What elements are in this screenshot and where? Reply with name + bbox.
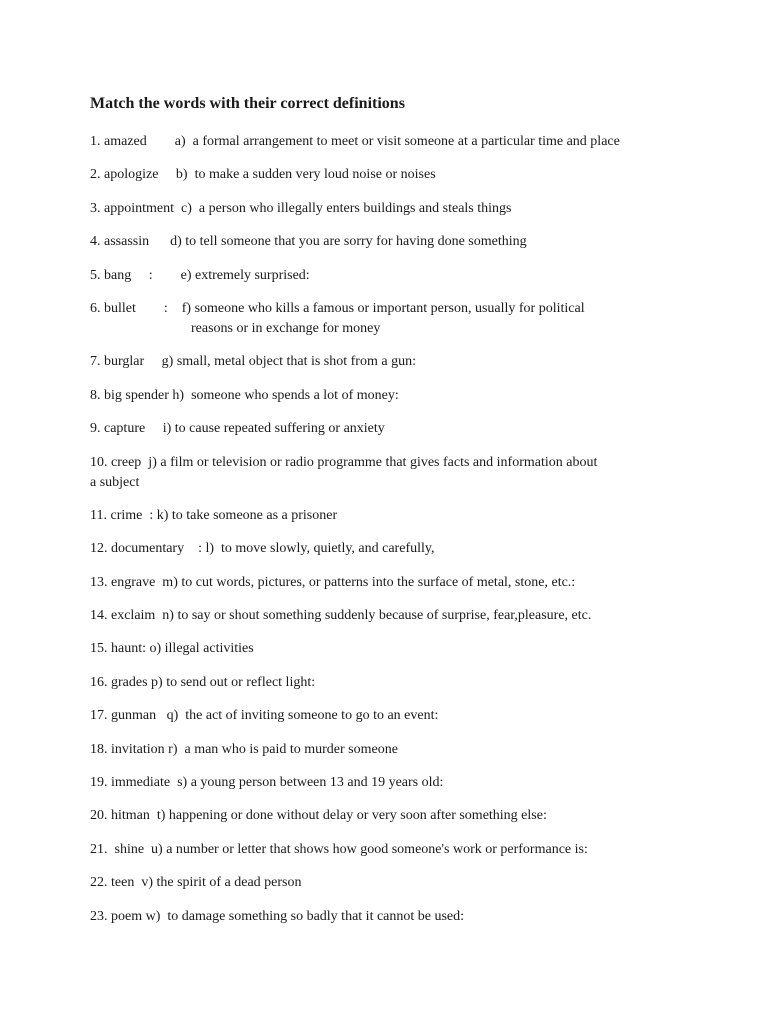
list-item [90,639,708,659]
page-title: Match the words with their correct definitions [90,95,405,112]
item-text: 19. immediate s) a young person between 13 and 19 years old: [90,775,444,791]
list-item [90,419,708,439]
item-text: 14. exclaim n) to say or shout something suddenly because of surprise, fear,pleasure, etc. [90,608,592,624]
list-item [90,165,708,185]
list-item [90,706,708,726]
list-item [90,352,708,372]
item-text: 5. bang : e) extremely surprised: [90,267,310,283]
item-continuation: a subject [90,474,140,490]
list-item [90,506,708,526]
list-item [90,673,708,693]
item-text: 22. teen v) the spirit of a dead person [90,875,302,891]
item-text: 13. engrave m) to cut words, pictures, or patterns into the surface of metal, stone, etc.: [90,574,576,590]
list-item [90,840,708,860]
item-text: 16. grades p) to send out or reflect light: [90,674,316,690]
item-text: 4. assassin d) to tell someone that you are sorry for having done something [90,234,527,250]
item-text: 20. hitman t) happening or done without delay or very soon after something else: [90,808,547,824]
item-text: 10. creep j) a film or television or radio programme that gives facts and information about [90,454,598,470]
list-item [90,539,708,559]
list-item [90,606,708,626]
item-text: 12. documentary : l) to move slowly, quietly, and carefully, [90,541,435,557]
list-item [90,232,708,252]
item-text: 3. appointment c) a person who illegally enters buildings and steals things [90,200,512,216]
list-item [90,132,708,152]
item-text: 7. burglar g) small, metal object that is shot from a gun: [90,354,416,370]
definition-list [90,132,708,927]
item-continuation: reasons or in exchange for money [191,320,381,336]
list-item [90,386,708,406]
item-text: 18. invitation r) a man who is paid to murder someone [90,741,398,757]
item-text: 2. apologize b) to make a sudden very loud noise or noises [90,167,436,183]
list-item [90,266,708,286]
list-item [90,299,708,339]
list-item [90,199,708,219]
item-text: 15. haunt: o) illegal activities [90,641,254,657]
item-text: 9. capture i) to cause repeated suffering or anxiety [90,421,385,437]
item-text: 1. amazed a) a formal arrangement to meet or visit someone at a particular time and place [90,134,620,149]
list-item [90,773,708,793]
item-text: 17. gunman q) the act of inviting someone to go to an event: [90,708,439,724]
list-item [90,573,708,593]
list-item [90,740,708,760]
item-text: 21. shine u) a number or letter that shows how good someone's work or performance is: [90,841,588,857]
list-item [90,806,708,826]
item-text: 8. big spender h) someone who spends a lot of money: [90,387,399,403]
item-text: 11. crime : k) to take someone as a prisoner [90,507,338,523]
list-item [90,453,708,493]
list-item [90,873,708,893]
item-text: 23. poem w) to damage something so badly that it cannot be used: [90,908,465,924]
list-item [90,907,708,927]
item-text: 6. bullet : f) someone who kills a famous or important person, usually for political [90,300,585,316]
